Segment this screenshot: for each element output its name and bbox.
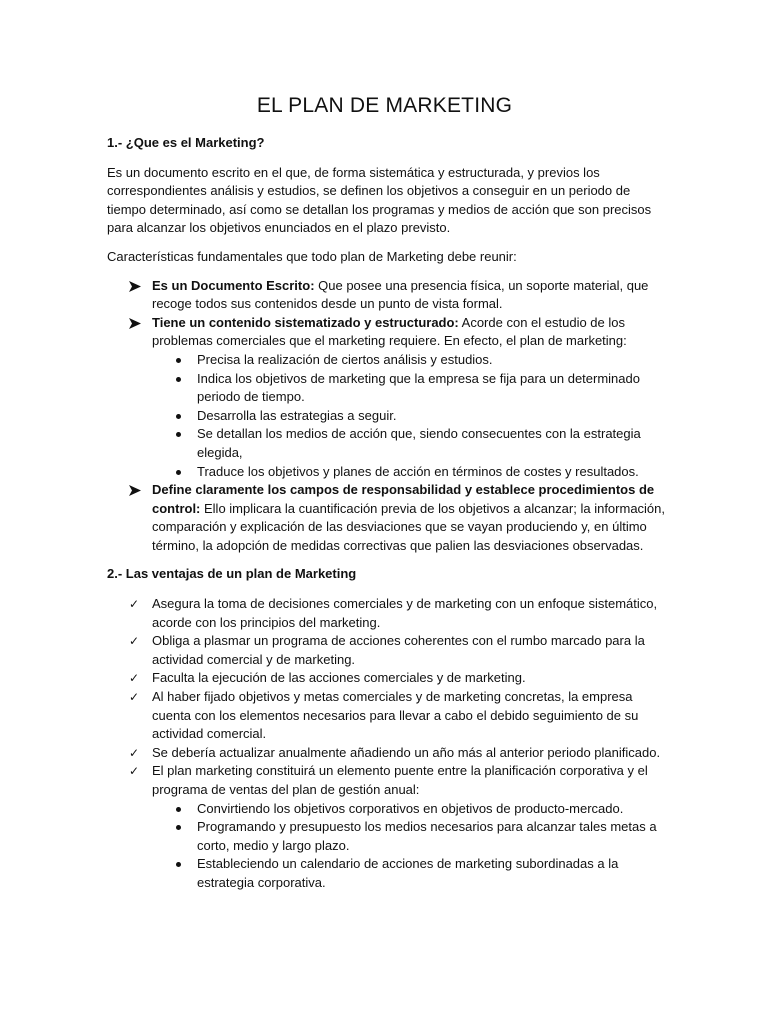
advantages-list bbox=[107, 595, 667, 893]
plan-features-list bbox=[152, 351, 667, 481]
section-2-heading: 2.- Las ventajas de un plan de Marketing bbox=[107, 566, 357, 582]
checkmark-bullet-icon: ✓ bbox=[129, 597, 140, 612]
list-item bbox=[152, 463, 667, 482]
advantage-text: Se debería actualizar anualmente añadiendo un año más al anterior periodo planificado. bbox=[152, 744, 661, 760]
section-1-intro: Características fundamentales que todo plan de Marketing debe reunir: bbox=[107, 248, 517, 264]
list-item-text: Traduce los objetivos y planes de acción en términos de costes y resultados. bbox=[197, 463, 639, 479]
list-item bbox=[152, 800, 667, 819]
round-bullet-icon bbox=[176, 432, 181, 437]
advantage-text: Asegura la toma de decisiones comerciales y de marketing con un enfoque sistemático, acorde con los principios del marketing. bbox=[152, 596, 658, 630]
checkmark-bullet-icon: ✓ bbox=[129, 671, 140, 686]
characteristic-item bbox=[107, 481, 667, 555]
list-item-text: Estableciendo un calendario de acciones de marketing subordinadas a la estrategia corporativa. bbox=[197, 856, 619, 890]
characteristic-text: Ello implicara la cuantificación previa de los objetivos a alcanzar; la información, comparación y explicación de las desviaciones que se vayan produciendo y, en último término, la adopción de medidas correctivas que palien las desviaciones observadas. bbox=[152, 500, 666, 553]
list-item bbox=[152, 818, 667, 855]
round-bullet-icon bbox=[176, 358, 181, 363]
advantage-item bbox=[107, 762, 667, 892]
list-item bbox=[152, 370, 667, 407]
list-item-text: Indica los objetivos de marketing que la empresa se fija para un determinado periodo de tiempo. bbox=[197, 370, 640, 405]
advantage-item bbox=[107, 744, 667, 763]
advantage-item bbox=[107, 669, 667, 688]
checkmark-bullet-icon: ✓ bbox=[129, 690, 140, 705]
checkmark-bullet-icon: ✓ bbox=[129, 764, 140, 779]
checkmark-bullet-icon: ✓ bbox=[129, 745, 140, 760]
arrowhead-bullet-icon bbox=[129, 281, 141, 292]
list-item-text: Convirtiendo los objetivos corporativos en objetivos de producto-mercado. bbox=[197, 800, 624, 816]
section-1-heading: 1.- ¿Que es el Marketing? bbox=[107, 135, 265, 150]
characteristic-item bbox=[107, 314, 667, 481]
characteristic-title: Define claramente los campos de responsabilidad y establece procedimientos de control: bbox=[152, 482, 655, 516]
round-bullet-icon bbox=[176, 414, 181, 419]
list-item-text: Programando y presupuesto los medios necesarios para alcanzar tales metas a corto, medio y largo plazo. bbox=[197, 819, 657, 853]
section-1-definition: Es un documento escrito en el que, de forma sistemática y estructurada, y previos los correspondientes análisis y estudios, se definen los objetivos a conseguir en un periodo de tiempo determinado, así como se detallan los programas y medios de acción que son precisos para alcanzar los objetivos enunciados en el plazo previsto. bbox=[107, 164, 652, 236]
round-bullet-icon bbox=[176, 470, 181, 475]
characteristics-list bbox=[107, 277, 667, 556]
advantage-text: Obliga a plasmar un programa de acciones coherentes con el rumbo marcado para la actividad comercial y de marketing. bbox=[152, 633, 645, 667]
list-item bbox=[152, 351, 667, 370]
advantage-item bbox=[107, 595, 667, 632]
round-bullet-icon bbox=[176, 807, 181, 812]
checkmark-bullet-icon: ✓ bbox=[129, 634, 140, 649]
advantage-text: Al haber fijado objetivos y metas comerciales y de marketing concretas, la empresa cuenta con los elementos necesarios para llevar a cabo el debido seguimiento de su actividad comercial. bbox=[152, 689, 639, 742]
list-item bbox=[152, 855, 667, 892]
characteristic-text: Que posee una presencia física, un soporte material, que recoge todos sus contenidos desde un punto de vista formal. bbox=[152, 277, 649, 312]
document-body bbox=[107, 92, 667, 893]
characteristic-title: Es un Documento Escrito: bbox=[152, 277, 315, 293]
characteristic-text: Acorde con el estudio de los problemas comerciales que el marketing requiere. En efecto, el plan de marketing: bbox=[152, 314, 627, 349]
characteristic-title: Tiene un contenido sistematizado y estructurado: bbox=[152, 314, 459, 330]
list-item-text: Desarrolla las estrategias a seguir. bbox=[197, 407, 397, 423]
advantage-text: El plan marketing constituirá un elemento puente entre la planificación corporativa y el programa de ventas del plan de gestión anual: bbox=[152, 763, 648, 797]
advantage-item bbox=[107, 688, 667, 744]
advantage-text: Faculta la ejecución de las acciones comerciales y de marketing. bbox=[152, 670, 526, 686]
advantage-item bbox=[107, 632, 667, 669]
round-bullet-icon bbox=[176, 825, 181, 830]
round-bullet-icon bbox=[176, 862, 181, 867]
round-bullet-icon bbox=[176, 377, 181, 382]
list-item bbox=[152, 425, 667, 462]
document-title: EL PLAN DE MARKETING bbox=[256, 94, 513, 117]
arrowhead-bullet-icon bbox=[129, 318, 141, 329]
arrowhead-bullet-icon bbox=[129, 485, 141, 496]
list-item-text: Precisa la realización de ciertos análisis y estudios. bbox=[197, 351, 493, 367]
list-item bbox=[152, 407, 667, 426]
characteristic-item bbox=[107, 277, 667, 314]
list-item-text: Se detallan los medios de acción que, siendo consecuentes con la estrategia elegida, bbox=[197, 426, 641, 460]
bridge-role-list bbox=[152, 800, 667, 893]
